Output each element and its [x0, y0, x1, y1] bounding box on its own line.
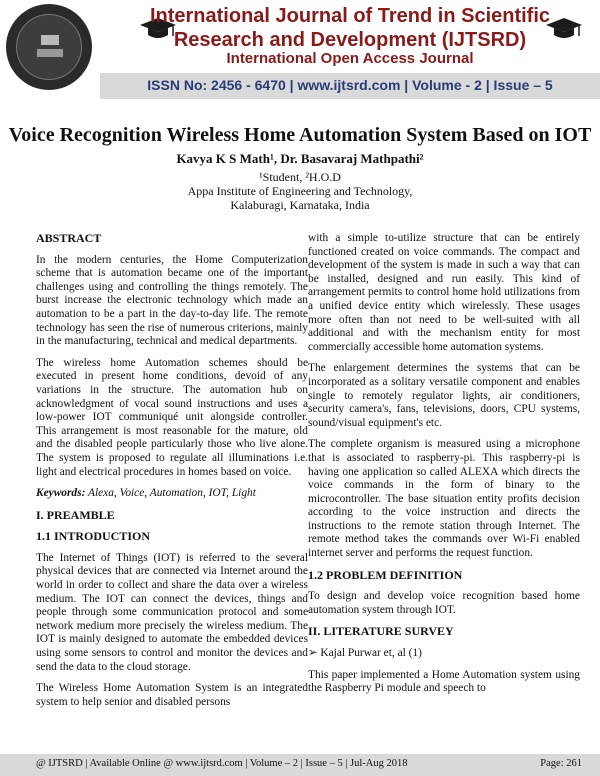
list-item: ➢ Kajal Purwar et, al (1) [308, 647, 422, 660]
left-column [36, 232, 308, 717]
body-paragraph: To design and develop voice recognition based home automation system through IOT. [308, 590, 580, 616]
body-paragraph: The enlargement determines the systems that can be incorporated as a solitary versatile component and enables single to remotely regulator lights, air conditioners, security camera's, fans, televisions, doors, CPU systems, sound/visual equipment's etc. [308, 362, 580, 429]
logo-inner-ring [16, 14, 82, 80]
journal-logo [6, 4, 92, 90]
subsection-heading: 1.1 INTRODUCTION [36, 529, 151, 544]
section-heading: II. LITERATURE SURVEY [308, 624, 454, 639]
body-paragraph: with a simple to-utilize structure that can be entirely functioned created on voice commands. The compact and development of the system is made in such a way that can be installed, designed and run easily. This kind of arrangement permits to control home hold utilizations from a unified device entity which wirelessly. These usages more often than not need to be well-suited with all additional and with the mechanism entity for most commercially accessible home automation systems. [308, 232, 580, 353]
journal-subtitle: International Open Access Journal [226, 50, 474, 67]
institute: Appa Institute of Engineering and Technology, [187, 184, 413, 198]
section-heading: I. PREAMBLE [36, 507, 115, 522]
authors: Kavya K S Math¹, Dr. Basavaraj Mathpathi² [176, 151, 424, 166]
location: Kalaburagi, Karnataka, India [230, 198, 370, 212]
body-paragraph: The Wireless Home Automation System is an integrated system to help senior and disabled persons [36, 682, 308, 708]
page-number: Page: 261 [540, 758, 582, 769]
keywords [36, 487, 308, 501]
keywords-label: Keywords: [36, 487, 86, 500]
body-paragraph: The complete organism is measured using a microphone that is associated to raspberry-pi. This raspberry-pi is having one application so called ALEXA which directs the voice commands in the form of binary to the microcontroller. The base situation entity profits decision according to the voice instruction and directs the instructions to the remote station through Internet. The remote method takes the commands over Wi-Fi enabled internet server and performs the request function. [308, 438, 580, 560]
paper-title: Voice Recognition Wireless Home Automation System Based on IOT [8, 124, 592, 146]
right-column [308, 232, 580, 704]
journal-header [0, 0, 600, 103]
logo-bar [37, 49, 63, 57]
journal-title-line-2: Research and Development (IJTSRD) [173, 29, 527, 51]
body-paragraph: The Internet of Things (IOT) is referred to the several physical devices that are connected via Internet around the world in order to collect and share the data over a wireless medium. The IOT can connect the devices, things and people through some communication protocol and some network medium more precisely the wireless medium. The IOT is mainly designed to automate the embedded devices using some sensors to control and monitor the devices and send the data to the cloud storage. [36, 551, 308, 673]
abstract-heading: ABSTRACT [36, 231, 102, 245]
subsection-heading: 1.2 PROBLEM DEFINITION [308, 567, 463, 582]
journal-title-line-1: International Journal of Trend in Scientific [149, 5, 551, 27]
issn-line: ISSN No: 2456 - 6470 | www.ijtsrd.com | Volume - 2 | Issue – 5 [147, 77, 553, 93]
logo-mark [41, 35, 59, 45]
body-paragraph: This paper implemented a Home Automation system using the Raspberry Pi module and speech to [308, 668, 580, 695]
abstract-paragraph: In the modern centuries, the Home Computerization scheme that is automation became one of the important challenges using and controlling the things remotely. The burst increase the electronic technology which made an automation to be a part in the day-to-day life. The remote technology has seen the rise of numerous criterions, mainly in the manufacturing, technical and medical departments. [36, 253, 308, 348]
keywords-text: Alexa, Voice, Automation, IOT, Light [85, 487, 256, 500]
author-roles: ¹Student, ²H.O.D [259, 170, 341, 184]
footer-text: @ IJTSRD | Available Online @ www.ijtsrd.com | Volume – 2 | Issue – 5 | Jul-Aug 2018 [36, 758, 408, 769]
journal-title [110, 4, 590, 52]
abstract-paragraph: The wireless home Automation schemes should be executed in present home conditions, devoid of any variations in the structure. The automation hub on acknowledgment of vocal sound instructions and uses a low-power IOT communiqué unit alongside controller. This arrangement is most reasonable for the mature, old and the disabled people particularly those who live alone. The system is proposed to regulate all illuminations i.e. light and electrical procedures in homes based on voice. [36, 356, 308, 478]
